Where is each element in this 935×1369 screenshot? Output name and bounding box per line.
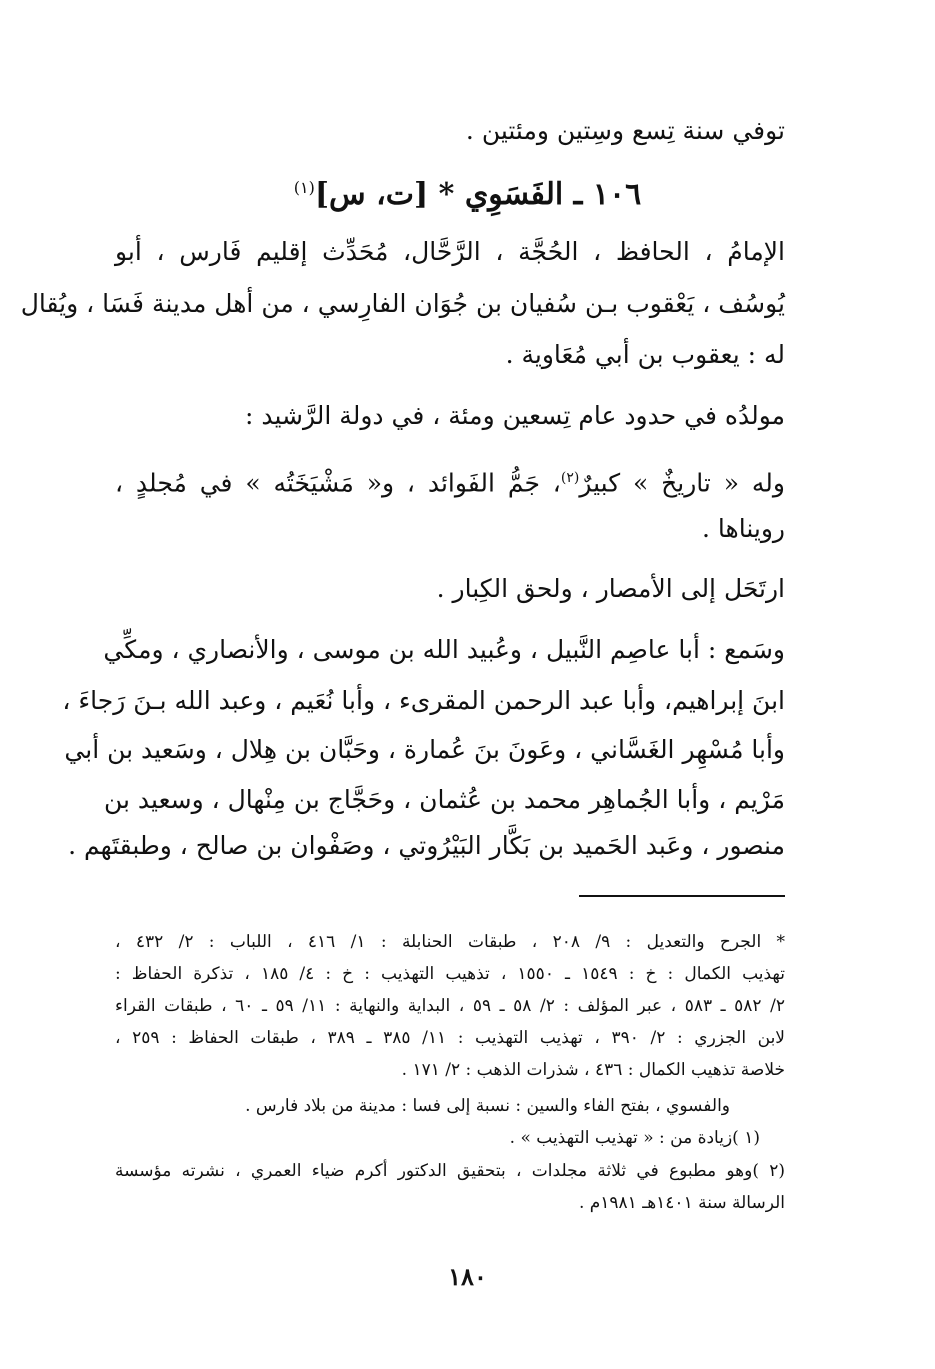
footnote-marker: (٢) <box>560 470 580 486</box>
footnote-marker: (١) <box>293 178 315 197</box>
text-line: الإمامُ ، الحافظ ، الحُجَّة ، الرَّحَّال، مُحَدِّث إقليم فَارس ، أبو <box>115 237 785 266</box>
text-line: منصور ، وعَبد الحَميد بن بَكَّار البَيْرُوتي ، وصَفْوان بن صالح ، وطبقتَهم . <box>68 831 785 860</box>
text-line: مولدُه في حدود عام تِسعين ومئة ، في دولة الرَّشيد : <box>245 401 785 430</box>
footnote-divider <box>579 895 785 897</box>
footnote-line: ٢/ ٥٨٢ ـ ٥٨٣ ، عبر المؤلف : ٢/ ٥٨ ـ ٥٩ ، البداية والنهاية : ١١/ ٥٩ ـ ٦٠ ، طبقات القراء <box>115 996 785 1016</box>
text-line: رويناها . <box>702 514 785 543</box>
footnote-line: (٢ )وهو مطبوع في ثلاثة مجلدات ، بتحقيق الدكتور أكرم ضياء العمري ، نشرته مؤسسة <box>115 1161 785 1181</box>
heading-text: ١٠٦ ـ الفَسَوِي * [ت، س] <box>314 177 642 212</box>
text-line: يُوسُف ، يَعْقوب بـن سُفيان بن جُوَان الفارِسي ، من أهل مدينة فَسَا ، ويُقال <box>20 289 785 318</box>
text-line: توفي سنة تِسع وسِتين ومئتين . <box>465 116 785 145</box>
page-number: ١٨٠ <box>448 1262 487 1291</box>
text-line: وله « تاريخٌ » كبيرٌ$^{(٢)}$، جَمُّ الفَوائد ، و« مَشْيَخَتُه » في مُجلدٍ ، <box>115 468 785 498</box>
footnote-line: خلاصة تذهيب الكمال : ٤٣٦ ، شذرات الذهب : ٢/ ١٧١ . <box>401 1060 785 1080</box>
footnote-line: تهذيب الكمال : خ : ١٥٤٩ ـ ١٥٥٠ ، تذهيب التهذيب : خ : ٤/ ١٨٥ ، تذكرة الحفاظ : <box>115 964 786 984</box>
footnote-line: * الجرح والتعديل : ٩/ ٢٠٨ ، طبقات الحنابلة : ١/ ٤١٦ ، اللباب : ٢/ ٤٣٢ ، <box>115 932 786 952</box>
text-line: وأبا مُسْهِر الغَسَّاني ، وعَونَ بنَ عُمارة ، وحَبَّان بن هِلال ، وسَعيد بن أبي <box>64 735 785 764</box>
footnote-line: والفسوي ، بفتح الفاء والسين : نسبة إلى فسا : مدينة من بلاد فارس . <box>245 1096 730 1116</box>
text-line: ابنَ إبراهيم، وأبا عبد الرحمن المقرىء ، وأبا نُعَيم ، وعبد الله بـنَ رَجاءَ ، <box>62 686 785 715</box>
text-line: مَرْيم ، وأبا الجُماهِر محمد بن عُثمان ، وحَجَّاج بن مِنْهال ، وسعيد بن <box>103 785 785 814</box>
text-line: ارتَحَل إلى الأمصار ، ولحق الكِبار . <box>436 574 785 603</box>
text-line: له : يعقوب بن أبي مُعَاوية . <box>505 340 785 369</box>
footnote-line: الرسالة سنة ١٤٠١هـ ١٩٨١م . <box>578 1193 785 1213</box>
text-line: وسَمع : أبا عاصِم النَّبيل ، وعُبيد الله بن موسى ، والأنصاري ، ومكِّي <box>103 635 785 664</box>
entry-heading <box>0 166 935 217</box>
footnote-line: لابن الجزري : ٢/ ٣٩٠ ، تهذيب التهذيب : ١١/ ٣٨٥ ـ ٣٨٩ ، طبقات الحفاظ : ٢٥٩ ، <box>115 1028 786 1048</box>
footnote-line: (١ )زيادة من : « تهذيب التهذيب » . <box>509 1128 760 1148</box>
